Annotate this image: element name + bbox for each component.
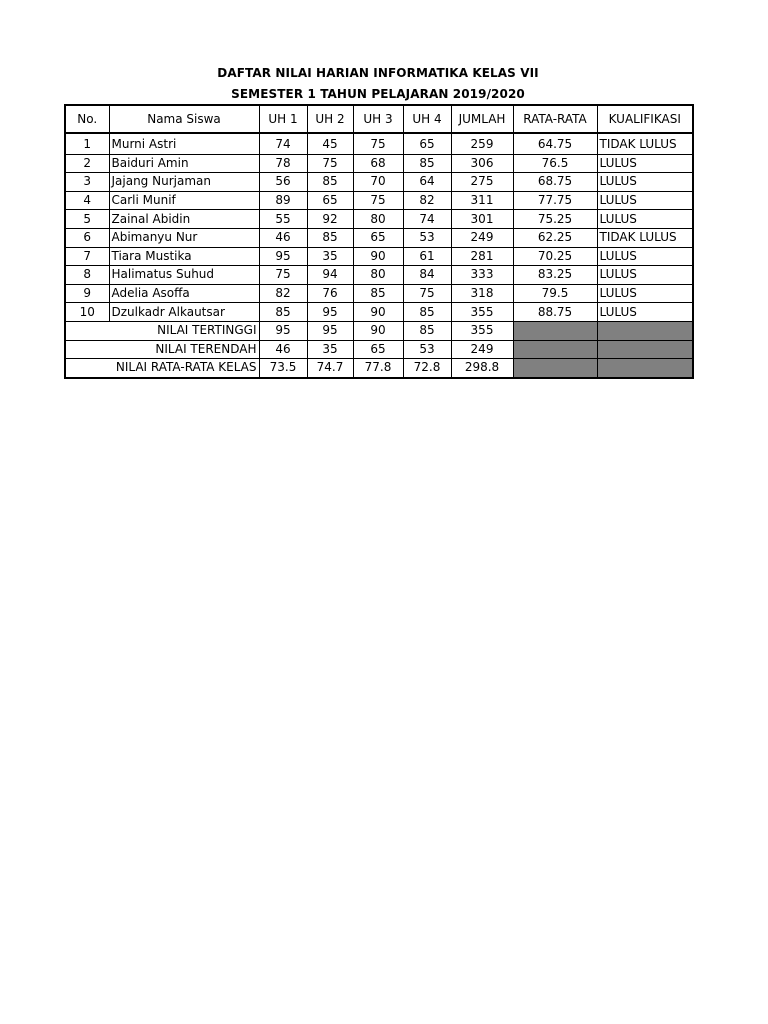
student-no: 7 [65, 247, 109, 266]
score-uh2: 85 [307, 173, 353, 192]
score-uh2: 94 [307, 266, 353, 285]
score-uh2: 65 [307, 191, 353, 210]
score-uh2: 95 [307, 303, 353, 322]
header-no: No. [65, 105, 109, 133]
score-rata-rata: 77.75 [513, 191, 597, 210]
document-title: DAFTAR NILAI HARIAN INFORMATIKA KELAS VII [217, 66, 539, 80]
summary-row [65, 340, 693, 359]
summary-uh3: 77.8 [353, 359, 403, 378]
score-uh4: 84 [403, 266, 451, 285]
student-name: Dzulkadr Alkautsar [109, 303, 259, 322]
score-uh2: 92 [307, 210, 353, 229]
score-uh1: 95 [259, 247, 307, 266]
summary-uh2: 74.7 [307, 359, 353, 378]
student-no: 1 [65, 133, 109, 154]
kualifikasi-status: LULUS [597, 210, 693, 229]
summary-uh1: 73.5 [259, 359, 307, 378]
student-name: Carli Munif [109, 191, 259, 210]
summary-label: NILAI RATA-RATA KELAS [65, 359, 259, 378]
score-uh3: 80 [353, 266, 403, 285]
table-row [65, 284, 693, 303]
shaded-empty-cell [513, 321, 597, 340]
score-uh4: 82 [403, 191, 451, 210]
score-uh1: 85 [259, 303, 307, 322]
document-subtitle: SEMESTER 1 TAHUN PELAJARAN 2019/2020 [231, 87, 525, 101]
score-uh4: 74 [403, 210, 451, 229]
student-no: 3 [65, 173, 109, 192]
kualifikasi-status: LULUS [597, 303, 693, 322]
kualifikasi-status: LULUS [597, 247, 693, 266]
summary-uh2: 35 [307, 340, 353, 359]
kualifikasi-status: LULUS [597, 191, 693, 210]
student-name: Abimanyu Nur [109, 228, 259, 247]
score-uh2: 35 [307, 247, 353, 266]
header-uh2: UH 2 [307, 105, 353, 133]
score-jumlah: 259 [451, 133, 513, 154]
summary-uh4: 72.8 [403, 359, 451, 378]
score-uh1: 75 [259, 266, 307, 285]
score-jumlah: 301 [451, 210, 513, 229]
score-uh3: 85 [353, 284, 403, 303]
score-uh4: 61 [403, 247, 451, 266]
score-jumlah: 281 [451, 247, 513, 266]
student-name: Baiduri Amin [109, 154, 259, 173]
score-uh4: 53 [403, 228, 451, 247]
summary-label: NILAI TERENDAH [65, 340, 259, 359]
kualifikasi-status: LULUS [597, 284, 693, 303]
table-row [65, 133, 693, 154]
score-jumlah: 249 [451, 228, 513, 247]
student-rows [65, 133, 693, 321]
score-uh3: 80 [353, 210, 403, 229]
score-uh3: 70 [353, 173, 403, 192]
student-name: Zainal Abidin [109, 210, 259, 229]
score-uh1: 46 [259, 228, 307, 247]
summary-row [65, 359, 693, 378]
header-uh4: UH 4 [403, 105, 451, 133]
score-uh4: 65 [403, 133, 451, 154]
score-uh3: 75 [353, 133, 403, 154]
table-row [65, 191, 693, 210]
summary-uh4: 85 [403, 321, 451, 340]
header-nama-siswa: Nama Siswa [109, 105, 259, 133]
score-jumlah: 275 [451, 173, 513, 192]
summary-uh4: 53 [403, 340, 451, 359]
score-uh1: 78 [259, 154, 307, 173]
table-row [65, 266, 693, 285]
summary-jumlah: 298.8 [451, 359, 513, 378]
shaded-empty-cell [513, 340, 597, 359]
table-row [65, 247, 693, 266]
score-rata-rata: 79.5 [513, 284, 597, 303]
summary-uh2: 95 [307, 321, 353, 340]
kualifikasi-status: TIDAK LULUS [597, 133, 693, 154]
shaded-empty-cell [597, 340, 693, 359]
summary-uh1: 46 [259, 340, 307, 359]
score-jumlah: 355 [451, 303, 513, 322]
student-name: Murni Astri [109, 133, 259, 154]
student-no: 2 [65, 154, 109, 173]
score-rata-rata: 64.75 [513, 133, 597, 154]
student-no: 6 [65, 228, 109, 247]
summary-jumlah: 355 [451, 321, 513, 340]
score-uh1: 74 [259, 133, 307, 154]
score-uh1: 56 [259, 173, 307, 192]
student-name: Halimatus Suhud [109, 266, 259, 285]
score-uh4: 64 [403, 173, 451, 192]
summary-jumlah: 249 [451, 340, 513, 359]
score-rata-rata: 75.25 [513, 210, 597, 229]
header-kualifikasi: KUALIFIKASI [597, 105, 693, 133]
header-uh3: UH 3 [353, 105, 403, 133]
score-rata-rata: 70.25 [513, 247, 597, 266]
student-no: 9 [65, 284, 109, 303]
score-uh1: 82 [259, 284, 307, 303]
kualifikasi-status: TIDAK LULUS [597, 228, 693, 247]
kualifikasi-status: LULUS [597, 266, 693, 285]
table-row [65, 154, 693, 173]
header-jumlah: JUMLAH [451, 105, 513, 133]
shaded-empty-cell [597, 359, 693, 378]
summary-uh1: 95 [259, 321, 307, 340]
score-uh3: 90 [353, 247, 403, 266]
student-name: Tiara Mustika [109, 247, 259, 266]
table-row [65, 228, 693, 247]
header-rata-rata: RATA-RATA [513, 105, 597, 133]
student-name: Jajang Nurjaman [109, 173, 259, 192]
header-uh1: UH 1 [259, 105, 307, 133]
summary-rows [65, 321, 693, 377]
table-row [65, 210, 693, 229]
student-name: Adelia Asoffa [109, 284, 259, 303]
table-row [65, 303, 693, 322]
score-rata-rata: 62.25 [513, 228, 597, 247]
grades-table [64, 104, 694, 379]
score-uh2: 45 [307, 133, 353, 154]
shaded-empty-cell [513, 359, 597, 378]
score-rata-rata: 88.75 [513, 303, 597, 322]
kualifikasi-status: LULUS [597, 173, 693, 192]
student-no: 5 [65, 210, 109, 229]
score-uh3: 75 [353, 191, 403, 210]
summary-label: NILAI TERTINGGI [65, 321, 259, 340]
score-rata-rata: 68.75 [513, 173, 597, 192]
score-uh1: 55 [259, 210, 307, 229]
header-row [65, 105, 693, 133]
score-rata-rata: 83.25 [513, 266, 597, 285]
summary-row [65, 321, 693, 340]
student-no: 8 [65, 266, 109, 285]
score-uh1: 89 [259, 191, 307, 210]
score-uh2: 76 [307, 284, 353, 303]
student-no: 10 [65, 303, 109, 322]
score-uh2: 85 [307, 228, 353, 247]
score-uh2: 75 [307, 154, 353, 173]
table-row [65, 173, 693, 192]
score-uh3: 68 [353, 154, 403, 173]
score-uh3: 90 [353, 303, 403, 322]
shaded-empty-cell [597, 321, 693, 340]
score-jumlah: 333 [451, 266, 513, 285]
score-jumlah: 311 [451, 191, 513, 210]
score-jumlah: 318 [451, 284, 513, 303]
score-rata-rata: 76.5 [513, 154, 597, 173]
score-uh4: 85 [403, 154, 451, 173]
summary-uh3: 90 [353, 321, 403, 340]
score-uh3: 65 [353, 228, 403, 247]
kualifikasi-status: LULUS [597, 154, 693, 173]
score-jumlah: 306 [451, 154, 513, 173]
student-no: 4 [65, 191, 109, 210]
score-uh4: 75 [403, 284, 451, 303]
score-uh4: 85 [403, 303, 451, 322]
summary-uh3: 65 [353, 340, 403, 359]
